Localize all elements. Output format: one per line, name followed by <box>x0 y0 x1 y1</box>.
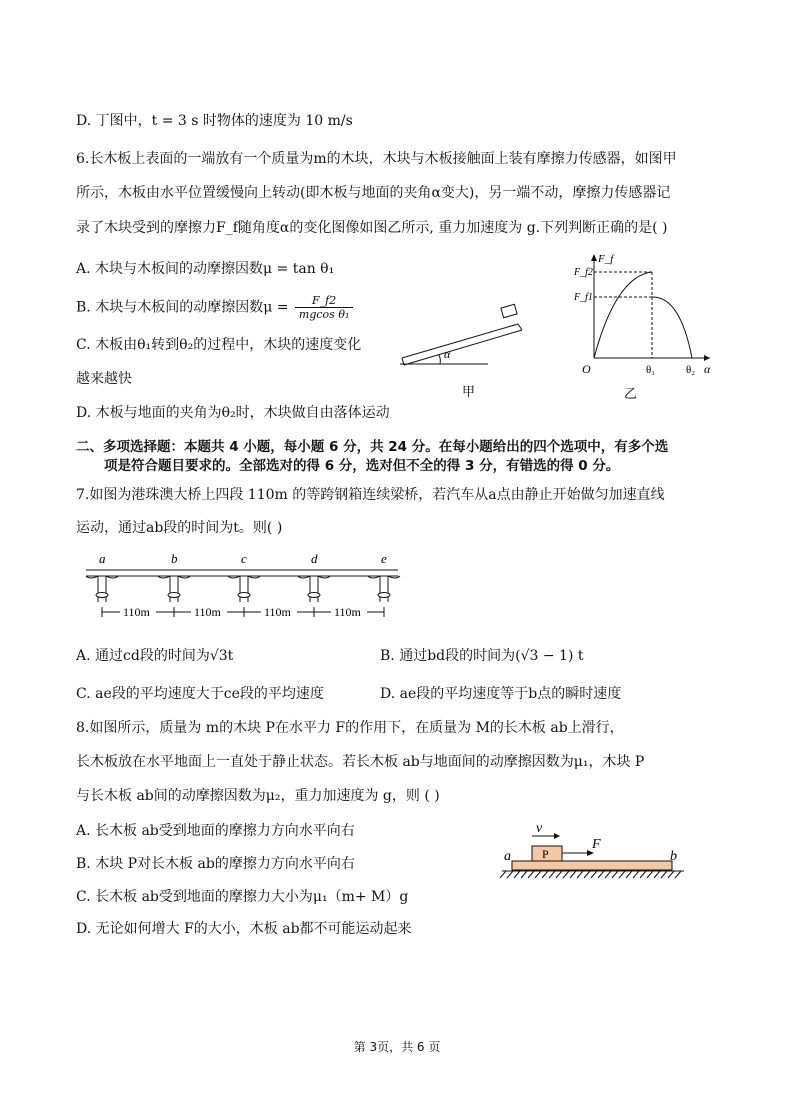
q8-stem-2: 长木板放在水平地面上一直处于静止状态。若长木板 ab与地面间的动摩擦因数为μ₁，木块 P <box>76 754 645 770</box>
q7-option-d: D. ae段的平均速度等于b点的瞬时速度 <box>380 686 622 702</box>
span-label: 110m <box>334 605 361 619</box>
q6-stem-1: 6.长木板上表面的一端放有一个质量为m的木块，木块与木板接触面上装有摩擦力传感器，如图甲 <box>76 151 677 167</box>
x-axis-label: α <box>704 362 711 376</box>
figure-block-board <box>498 818 688 884</box>
q8-stem-1: 8.如图所示，质量为 m的木块 P在水平力 F的作用下，在质量为 M的长木板 ab上滑行， <box>76 720 624 736</box>
bridge-point-b: b <box>171 551 178 566</box>
span-label: 110m <box>264 605 291 619</box>
fraction-numerator: F_f2 <box>295 294 353 308</box>
q7-option-b: B. 通过bd段的时间为(√3 − 1) t <box>380 648 584 664</box>
q6-option-b <box>76 294 353 321</box>
force-label: F <box>592 837 601 852</box>
q6-option-c-1: C. 木板由θ₁转到θ₂的过程中，木块的速度变化 <box>76 337 362 353</box>
figure-jia-caption: 甲 <box>462 384 476 398</box>
q7-stem-1: 7.如图为港珠澳大桥上四段 110m 的等跨钢箱连续梁桥，若汽车从a点由静止开始做匀加速直线 <box>76 487 665 503</box>
ground-hatching <box>500 871 681 878</box>
long-board-ab <box>512 861 672 870</box>
section-2-heading-2: 项是符合题目要求的。全部选对的得 6 分，选对但不全的得 3 分，有错选的得 0 分。 <box>104 458 620 474</box>
angle-alpha-label: α <box>444 347 451 361</box>
figure-jia-incline <box>398 298 528 398</box>
q8-option-d: D. 无论如何增大 F的大小，木板 ab都不可能运动起来 <box>76 921 412 937</box>
q6-option-b-text: B. 木块与木板间的动摩擦因数μ = <box>76 299 289 316</box>
block-on-board <box>501 304 517 317</box>
q6-stem-3: 录了木块受到的摩擦力F_f随角度α的变化图像如图乙所示, 重力加速度为 g.下列判断正确的是( ) <box>76 220 668 236</box>
bridge-point-d: d <box>311 551 318 566</box>
q6-option-c-2: 越来越快 <box>76 371 132 387</box>
q8-option-a: A. 长木板 ab受到地面的摩擦力方向水平向右 <box>76 823 355 839</box>
kinetic-friction-curve <box>652 297 692 358</box>
q6-option-a: A. 木块与木板间的动摩擦因数μ = tan θ₁ <box>76 261 335 277</box>
bridge-deck <box>86 551 400 619</box>
ff2-label: F_f2 <box>574 267 593 278</box>
q6-option-d: D. 木板与地面的夹角为θ₂时，木块做自由落体运动 <box>76 405 390 421</box>
static-friction-curve <box>594 272 652 358</box>
fraction-denominator: mgcos θ₁ <box>298 308 350 321</box>
velocity-label: v <box>536 821 543 836</box>
q8-option-c: C. 长木板 ab受到地面的摩擦力大小为μ₁（m+ M）g <box>76 889 409 905</box>
span-label: 110m <box>194 605 221 619</box>
figure-yi-caption: 乙 <box>624 386 638 400</box>
q6-option-b-fraction <box>295 294 353 321</box>
figure-yi-graph <box>570 252 720 400</box>
q7-option-c: C. ae段的平均速度大于ce段的平均速度 <box>76 686 324 702</box>
q8-stem-3: 与长木板 ab间的动摩擦因数为μ₂，重力加速度为 g，则 ( ) <box>76 788 440 804</box>
point-a-label: a <box>504 849 511 864</box>
bridge-point-c: c <box>241 551 247 566</box>
q7-option-a: A. 通过cd段的时间为√3t <box>76 648 234 664</box>
option-d-previous: D. 丁图中，t = 3 s 时物体的速度为 10 m/s <box>76 113 353 129</box>
page-footer: 第 3页，共 6 页 <box>353 1040 441 1054</box>
span-label: 110m <box>123 605 150 619</box>
point-b-label: b <box>670 849 677 864</box>
origin-label: O <box>582 362 591 376</box>
theta1-label: θ₁ <box>646 364 656 376</box>
q8-option-b: B. 木块 P对长木板 ab的摩擦力方向水平向右 <box>76 856 355 872</box>
ff1-label: F_f1 <box>574 292 593 303</box>
q6-stem-2: 所示，木板由水平位置缓慢向上转动(即木板与地面的夹角α变大)，另一端不动，摩擦力传感器记 <box>76 185 671 201</box>
bridge-point-a: a <box>99 551 106 566</box>
section-2-heading-1: 二、多项选择题：本题共 4 小题，每小题 6 分，共 24 分。在每小题给出的四个选项中，有多个选 <box>76 439 669 455</box>
bridge-point-e: e <box>381 551 387 566</box>
theta2-label: θ₂ <box>686 364 696 376</box>
block-p-label: P <box>542 847 549 861</box>
figure-bridge <box>82 550 406 626</box>
y-axis-label: F_f <box>598 253 614 265</box>
q7-stem-2: 运动，通过ab段的时间为t。则( ) <box>76 520 283 536</box>
